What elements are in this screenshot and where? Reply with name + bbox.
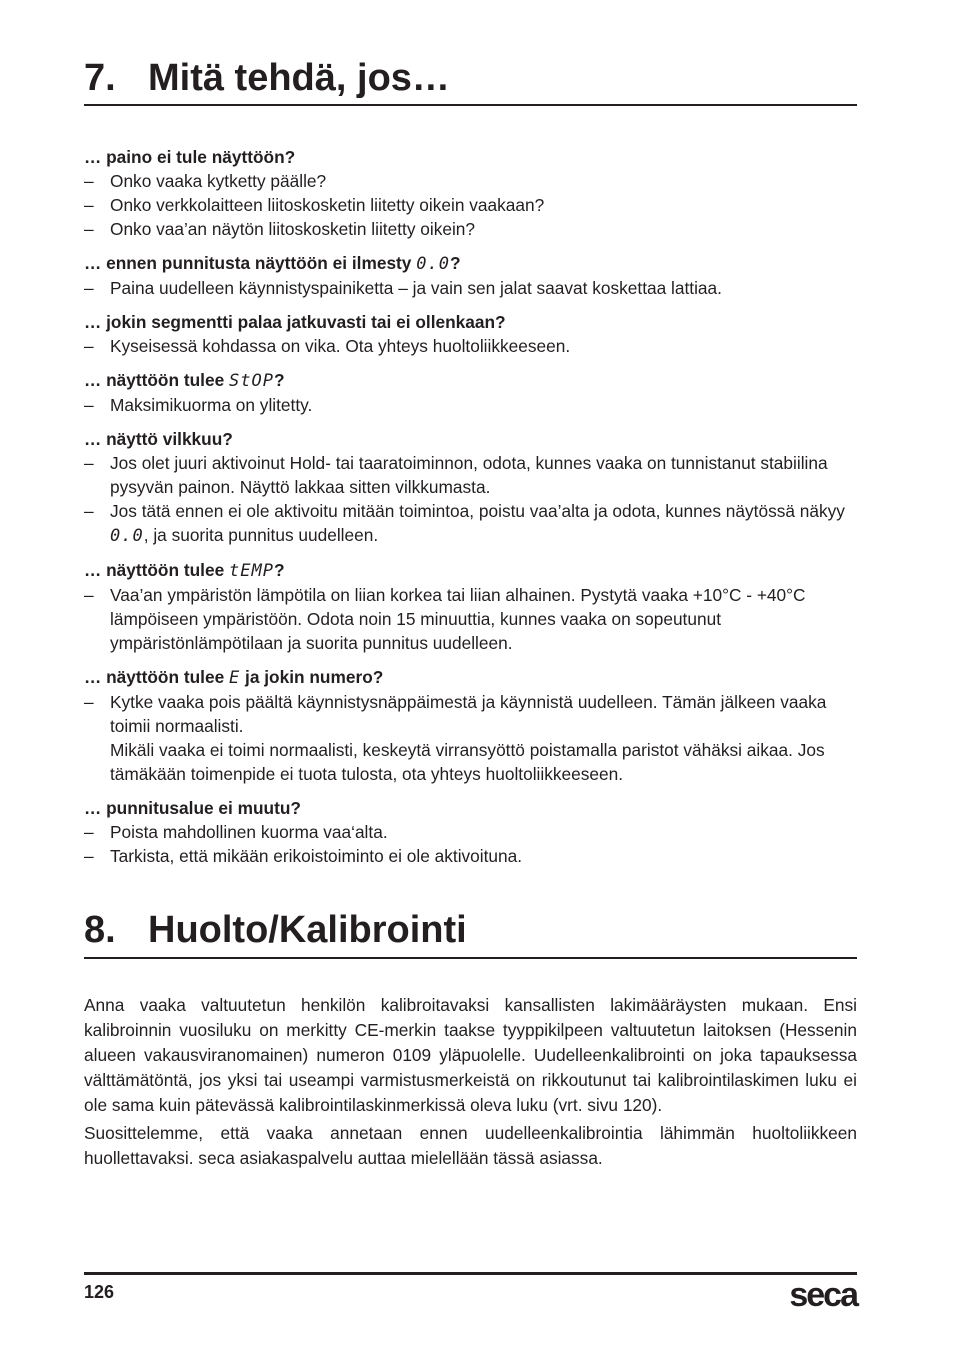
section-8-heading [84,908,467,952]
question-text: ? [273,560,285,580]
section-8-body [84,993,857,1171]
faq-question [84,368,857,393]
answer-text: Tarkista, että mikään erikoistoiminto ei ole aktivoituna. [110,846,523,866]
dash-bullet: – [84,822,94,842]
faq-answer [84,334,857,358]
question-text: ? [273,370,285,390]
answer-text: Poista mahdollinen kuorma vaa‘alta. [110,822,388,842]
answer-text: Onko verkkolaitteen liitoskosketin liitetty oikein vaakaan? [110,195,545,215]
answer-text: Kyseisessä kohdassa on vika. Ota yhteys huoltoliikkeeseen. [110,336,571,356]
page-number: 126 [84,1282,115,1302]
question-text: ja jokin numero? [240,667,384,687]
answer-text: Jos tätä ennen ei ole aktivoitu mitään toimintoa, poistu vaa’alta ja odota, kunnes näytössä näkyy [110,501,845,521]
answer-text: Onko vaa’an näytön liitoskosketin liitetty oikein? [110,219,476,239]
answer-text: Maksimikuorma on ylitetty. [110,395,313,415]
question-text: … punnitusalue ei muutu? [84,798,301,818]
faq-answer [84,499,857,548]
faq-list [84,145,857,868]
lcd-display-text: tEMP [228,561,274,581]
faq-answer [84,844,857,868]
faq-question [84,665,857,690]
seca-logo: seca [789,1276,857,1314]
faq-question [84,427,857,451]
faq-answer [84,393,857,417]
faq-answer [84,820,857,844]
faq-answer-continued [84,738,857,786]
dash-bullet: – [84,195,94,215]
faq-answer [84,451,857,499]
lcd-display-text: 0.0 [416,254,450,274]
faq-answer [84,690,857,738]
section-7-number: 7. [84,57,116,99]
faq-question [84,796,857,820]
faq-answer [84,276,857,300]
body-paragraph: Suosittelemme, että vaaka annetaan ennen uudelleenkalibrointia lähimmän huoltoliikkeen huollettavaksi. seca asiakaspalvelu auttaa mielellään tässä asiassa. [84,1123,857,1168]
section-7-title: Mitä tehdä, jos… [148,57,450,99]
faq-question [84,251,857,276]
dash-bullet: – [84,453,94,473]
dash-bullet: – [84,336,94,356]
faq-question [84,310,857,334]
dash-bullet: – [84,219,94,239]
question-text: … ennen punnitusta näyttöön ei ilmesty [84,253,417,273]
dash-bullet: – [84,585,94,605]
section-7-heading [84,56,450,100]
lcd-display-text: E [228,668,241,688]
section-8-rule [84,957,857,959]
question-text: … näyttöön tulee [84,667,229,687]
faq-question [84,558,857,583]
dash-bullet: – [84,692,94,712]
faq-answer [84,583,857,655]
section-8-number: 8. [84,909,116,951]
lcd-display-text: 0.0 [110,526,144,546]
faq-answer [84,217,857,241]
answer-text: Mikäli vaaka ei toimi normaalisti, keskeytä virransyöttö poistamalla paristot vähäksi aikaa. Jos tämäkään toimenpide ei tuota tulosta, ota yhteys huoltoliikkeeseen. [110,740,825,784]
section-7-rule [84,104,857,106]
answer-text: Jos olet juuri aktivoinut Hold- tai taaratoiminnon, odota, kunnes vaaka on tunnistanut stabiilina pysyvän painon. Näyttö lakkaa sitten vilkkumasta. [110,453,828,497]
dash-bullet: – [84,278,94,298]
question-text: … paino ei tule näyttöön? [84,147,296,167]
answer-text: Kytke vaaka pois päältä käynnistysnäppäimestä ja käynnistä uudelleen. Tämän jälkeen vaaka toimii normaalisti. [110,692,827,736]
faq-answer [84,193,857,217]
section-8-title: Huolto/Kalibrointi [148,909,467,951]
faq-answer [84,169,857,193]
answer-text: Vaa’an ympäristön lämpötila on liian korkea tai liian alhainen. Pystytä vaaka +10°C - +40°C lämpöiseen ympäristöön. Odota noin 15 minuuttia, kunnes vaaka on sopeutunut ympäristönlämpötilaan ja suorita punnitus uudelleen. [110,585,806,653]
faq-question [84,145,857,169]
lcd-display-text: StOP [228,371,274,391]
dash-bullet: – [84,395,94,415]
question-text: … näyttöön tulee [84,370,229,390]
dash-bullet: – [84,171,94,191]
dash-bullet: – [84,846,94,866]
question-text: … näyttö vilkkuu? [84,429,233,449]
footer-rule [84,1272,857,1275]
answer-text: Onko vaaka kytketty päälle? [110,171,327,191]
answer-text: Paina uudelleen käynnistyspainiketta – ja vain sen jalat saavat koskettaa lattiaa. [110,278,722,298]
question-text: … jokin segmentti palaa jatkuvasti tai ei ollenkaan? [84,312,506,332]
dash-bullet: – [84,501,94,521]
answer-text: , ja suorita punnitus uudelleen. [143,525,379,545]
body-paragraph: Anna vaaka valtuutetun henkilön kalibroitavaksi kansallisten lakimääräysten mukaan. Ensi kalibroinnin vuosiluku on merkitty CE-merkin taakse tyyppikilpeen valtuutetun laitoksen (Hessenin alueen vakausviranomainen) numeron 0109 yläpuolelle. Uudelleenkalibrointi on joka tapauksessa välttämätöntä, jos yksi tai useampi varmistusmerkeistä on rikkoutunut tai kalibrointilaskimen luku ei ole sama kuin pätevässä kalibrointilaskinmerkissä oleva luku (vrt. sivu 120). [84,995,857,1115]
question-text: … näyttöön tulee [84,560,229,580]
question-text: ? [449,253,461,273]
